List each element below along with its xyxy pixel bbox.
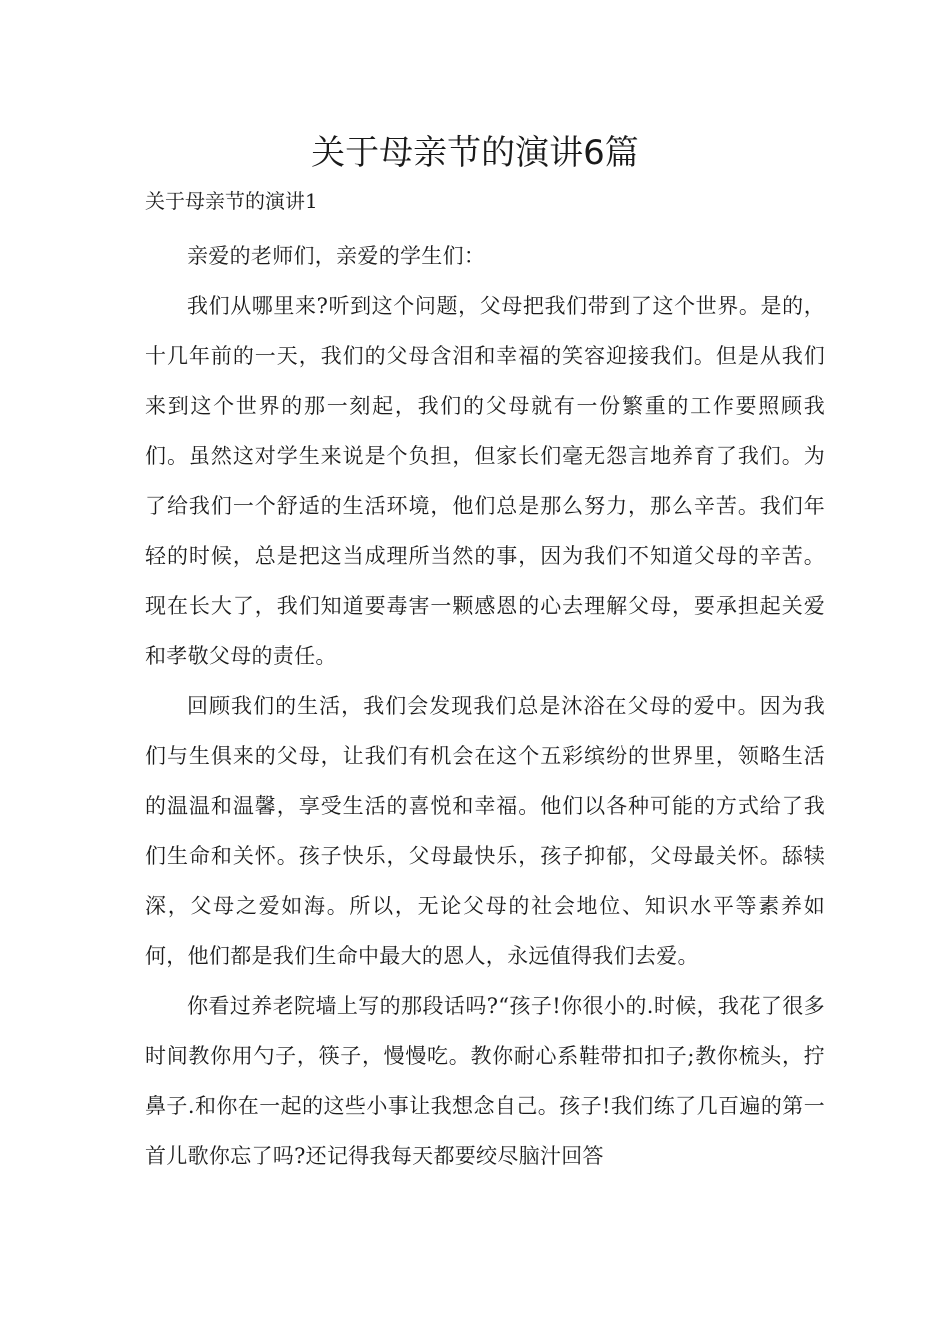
section-heading: 关于母亲节的演讲1 [145,189,318,213]
paragraph-greeting: 亲爱的老师们，亲爱的学生们： [187,244,486,268]
document-title: 关于母亲节的演讲6篇 [311,133,639,173]
paragraph-1: 我们从哪里来?听到这个问题，父母把我们带到了这个世界。是的，十几年前的一天，我们的父母含泪和幸福的笑容迎接我们。但是从我们来到这个世界的那一刻起，我们的父母就有一份繁重的工作要照顾我们。虽然这对学生来说是个负担，但家长们毫无怨言地养育了我们。为了给我们一个舒适的生活环境，他们总是那么努力，那么辛苦。我们年轻的时候，总是把这当成理所当然的事，因为我们不知道父母的辛苦。现在长大了，我们知道要毒害一颗感恩的心去理解父母，要承担起关爱和孝敬父母的责任。 [145,294,825,668]
paragraph-3: 你看过养老院墙上写的那段话吗?“孩子!你很小的.时候，我花了很多时间教你用勺子，筷子，慢慢吃。教你耐心系鞋带扣扣子;教你梳头，拧鼻子.和你在一起的这些小事让我想念自己。孩子!我们练了几百遍的第一首儿歌你忘了吗?还记得我每天都要绞尽脑汁回答 [145,994,825,1168]
document-body [145,231,825,1181]
paragraph-2: 回顾我们的生活，我们会发现我们总是沐浴在父母的爱中。因为我们与生俱来的父母，让我们有机会在这个五彩缤纷的世界里，领略生活的温温和温馨，享受生活的喜悦和幸福。他们以各种可能的方式给了我们生命和关怀。孩子快乐，父母最快乐，孩子抑郁，父母最关怀。舔犊深，父母之爱如海。所以，无论父母的社会地位、知识水平等素养如何，他们都是我们生命中最大的恩人，永远值得我们去爱。 [145,694,825,968]
